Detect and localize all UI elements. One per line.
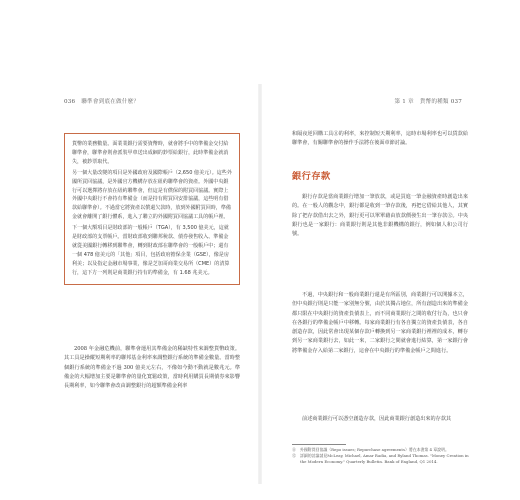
left-running-head	[64, 97, 139, 105]
sidebar-box	[64, 133, 240, 285]
body-paragraph: 2008 年金融危機前，聯準會運用其準備金的稀缺特性來調整貨幣政策。其工具是操縱短期利率的聯邦基金利率來調整銀行系統的準備金數量。當時整個銀行系統的準備金不過 300 億美元左右，不像如今動不動就是數兆元。準備金的大幅增加主要是聯準會的量化寬鬆政策，當時利用購買長期債券來影響長期利率，如今聯準會改由調整銀行的超額準備金利率	[64, 346, 240, 390]
box-paragraph: 另一個大量改變的項目是外國政府及國際帳戶（2,650 億美元）。這些外國所買回協議，是外國官方機構存放在紐約聯準會的資產。外國中央銀行可以選擇將存放在紐約聯準會，但這是有償保的附買回協議。實際上外國中央銀行不會持有準備金（而是持有附買回安排協議，這些明有借款給聯準會）。不過當它將資產以償還欠款時，放到外國附買回時，準備金就會離開了銀行體系，進入了聯立的外國附買回協議工具的帳戶裡。	[72, 169, 232, 221]
body-paragraph: 不過，中央銀行和一般商業銀行還是有所區別，商業銀行可以開據本立，但中央銀行則是只能一家別無分號，由於其獨占地位，所有創造出來的準備金都只限在中央銀行的資產負債表上，而不同商業銀行之間的收付行為，也只會在各銀行的準備金帳戶中移轉。每家商業銀行有各自獨立的資產負債表，各自創造存款，因此常會出現某個存款戶轉換到另一家商業銀行裡裡的成本，轉存到另一家商業銀行去，如此一來，二家銀行之間就會進行結算，第一家銀行會將準備金存入給第二家銀行，這會在中央銀行的準備金帳戶之間進行。	[292, 292, 468, 354]
right-top-text	[292, 130, 468, 149]
footnote-text: 外國附買回協議（Repo issues; Repurchase agreements）將在本書第 4 章說明。	[300, 447, 449, 452]
section-heading: 銀行存款	[292, 171, 331, 182]
right-page-number: 037	[450, 99, 462, 105]
body-paragraph: 前述商業銀行可以憑空創造存款，因此商業銀行創造出來的存款其	[302, 416, 452, 422]
footnotes	[292, 447, 472, 466]
footnote-rule	[292, 444, 346, 445]
body-paragraph: 銀行存款是當商業銀行增加一筆放款，或是買進一筆金融資產時創造出來的。在一般人的觀念中，銀行都是收到一筆存款後，再把它借給其他人，其實除了把存款借出去之外，銀行更可以單單藉由放款價發生出一筆存款⑫。中央銀行也是一家銀行：商業銀行則是其他非銀機構的銀行，例如個人和公司行號。	[292, 194, 468, 238]
right-body-1	[292, 193, 468, 239]
chapter-title: 貨幣的種類	[419, 99, 449, 105]
footnote-mark: ⑪	[292, 447, 296, 452]
right-body-3	[292, 415, 468, 424]
chapter-label: 第 1 章	[394, 99, 414, 105]
right-body-2	[292, 291, 468, 356]
left-page-number: 036	[64, 99, 76, 105]
footnote	[292, 453, 472, 465]
left-running-title: 聯準會到底在做什麼？	[81, 99, 140, 105]
body-paragraph: 和隔夜逆回購工具⑪的利率，來控制短天期利率，這時市場利率也可以貨款給聯準會，有關聯準會的操作手法將在後面章節討論。	[292, 131, 468, 147]
footnote-mark: ⑫	[292, 453, 296, 459]
right-running-head	[394, 97, 466, 105]
box-paragraph: 下一個大額項目是財政部的一般帳戶（TGA），有 3,500 億美元，這就是財政部的支票帳戶。當財政部收到聯邦稅款、債券發售收入、準備金就從美國銀行轉移到聯準會，轉到財政部在聯準會的一般帳戶中；還有一個 478 億美元的「其他」項目，包括政府擔保企業（GSE），像是房利美；以及指定金融市場事業，像是芝加哥商業交易所（CME）的清算行，這下方一列則是商業銀行持有的準備金，有 1.68 兆美元。	[72, 225, 230, 276]
box-paragraph: 貨幣的業務數量。面業業銀行需要資幣時，就會將手中的準備金交付給聯準會，聯準會則會派裝甲車送出成綑的鈔票給銀行，此時準備金就消失，被鈔票取代。	[72, 141, 229, 165]
book-gutter	[258, 84, 262, 484]
footnote-text: 詳細的討論請見McLeay, Michael, Amar Radia, and Ryland Thomas. "Money Creation in the Modern Economy." Quarterly Bulletin. Bank of England, Q1 2014.	[300, 453, 469, 465]
left-body-text	[64, 345, 240, 391]
